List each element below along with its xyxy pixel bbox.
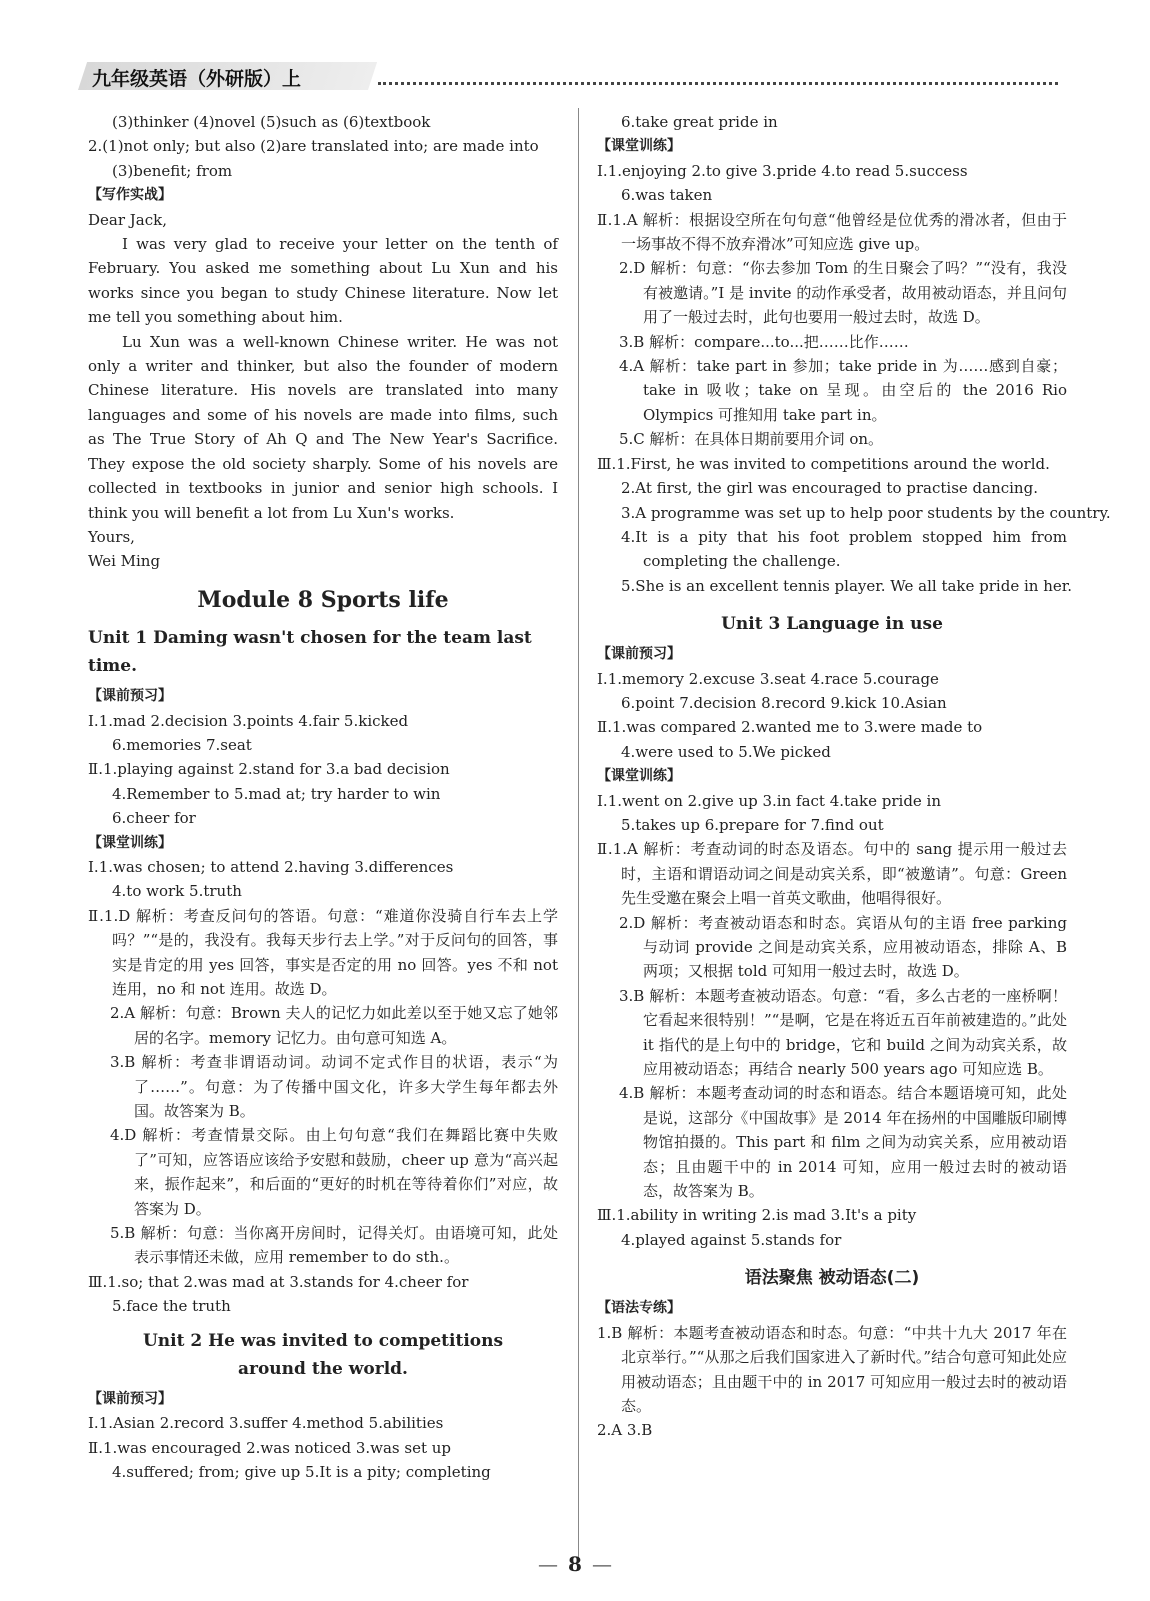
answer-line: Ⅲ.1.so; that 2.was mad at 3.stands for 4.cheer for: [88, 1272, 469, 1291]
answer-line: 5.face the truth: [112, 1297, 231, 1316]
answer-line: Ⅲ.1.First, he was invited to competitions around the world.: [597, 454, 1050, 473]
explanation: 4.A 解析：take part in 参加；take pride in 为……感到自豪；take in 吸收；take on 呈现。由空后的 the 2016 Rio Olympics 可推知用 take part in。: [619, 357, 1067, 424]
answer-line: 6.take great pride in: [621, 113, 778, 131]
explanation: 5.B 解析：句意：当你离开房间时，记得关灯。由语境可知，此处表示事情还未做，应用 remember to do sth.。: [110, 1224, 558, 1267]
page-number: [0, 1552, 1150, 1576]
left-column: [88, 110, 558, 1484]
answer-line: Ⅰ.1.Asian 2.record 3.suffer 4.method 5.abilities: [88, 1414, 444, 1433]
page-number-value: 8: [568, 1552, 582, 1576]
explanation: 3.B 解析：compare...to...把……比作……: [619, 332, 909, 351]
answer-line: (3)benefit; from: [112, 161, 233, 180]
section-label-preview: 【课前预习】: [597, 646, 681, 663]
unit-title: Unit 1 Daming wasn't chosen for the team last time.: [88, 628, 532, 677]
answer-line: 4.Remember to 5.mad at; try harder to win: [112, 784, 441, 803]
letter-salutation: Dear Jack,: [88, 210, 167, 229]
section-label-preview: 【课前预习】: [88, 688, 172, 705]
answer-line: Ⅱ.1.playing against 2.stand for 3.a bad decision: [88, 760, 450, 779]
answer-line: 2.A 3.B: [597, 1421, 653, 1440]
sample-letter: [88, 208, 558, 574]
answer-line: 5.takes up 6.prepare for 7.find out: [621, 815, 884, 834]
explanation: Ⅱ.1.D 解析：考查反问句的答语。句意：“难道你没骑自行车去上学吗？”“是的，我没有。我每天步行去上学。”对于反问句的回答，事实是肯定的用 yes 回答，事实是否定的用 no 回答。yes 不和 not 连用，no 和 not 连用。故选 D。: [88, 906, 558, 998]
letter-closing: Yours,: [88, 527, 135, 546]
section-label-class: 【课堂训练】: [597, 138, 681, 155]
answer-line: 3.A programme was set up to help poor students by the country.: [621, 503, 1111, 522]
section-label-grammar: 【语法专练】: [597, 1300, 681, 1317]
answer-line: 4.It is a pity that his foot problem stopped him from completing the challenge.: [621, 527, 1067, 571]
answer-line: Ⅰ.1.mad 2.decision 3.points 4.fair 5.kicked: [88, 711, 409, 730]
page-header: [78, 62, 1058, 90]
section-label-writing: 【写作实战】: [88, 187, 172, 204]
page-number-dash: —: [591, 1552, 612, 1576]
section-label-class: 【课堂训练】: [88, 834, 172, 851]
grammar-title: 语法聚焦 被动语态(二): [744, 1268, 920, 1289]
answer-line: Ⅲ.1.ability in writing 2.is mad 3.It's a pity: [597, 1206, 917, 1225]
explanation: 2.D 解析：考查被动语态和时态。宾语从句的主语 free parking 与动词 provide 之间是动宾关系，应用被动语态，排除 A、B 两项；又根据 told 可知用一般过去时，故选 D。: [619, 913, 1067, 981]
explanation: 1.B 解析：本题考查被动语态和时态。句意：“中共十九大 2017 年在北京举行。”“从那之后我们国家进入了新时代。”结合句意可知此处应用被动语态；且由题干中的 in 2017 可知应用一般过去时的被动语态。: [597, 1323, 1067, 1415]
answer-line: 4.to work 5.truth: [112, 882, 242, 901]
answer-line: 5.She is an excellent tennis player. We all take pride in her.: [621, 576, 1073, 595]
answer-line: 6.cheer for: [112, 809, 196, 828]
explanation: 2.A 解析：句意：Brown 夫人的记忆力如此差以至于她又忘了她邻居的名字。memory 记忆力。由句意可知选 A。: [110, 1004, 558, 1047]
explanation: Ⅱ.1.A 解析：根据设空所在句句意“他曾经是位优秀的滑冰者，但由于一场事故不得不放弃滑冰”可知应选 give up。: [597, 210, 1067, 254]
explanation: 2.D 解析：句意：“你去参加 Tom 的生日聚会了吗？”“没有，我没有被邀请。”I 是 invite 的动作承受者，故用被动语态，并且问句用了一般过去时，此句也要用一般过去时，故选 D。: [619, 259, 1067, 327]
explanation: 4.D 解析：考查情景交际。由上句句意“我们在舞蹈比赛中失败了”可知，应答语应该给予安慰和鼓励，cheer up 意为“高兴起来，振作起来”，和后面的“更好的时机在等待着你们”对应，故答案为 D。: [110, 1126, 558, 1218]
header-title: 九年级英语（外研版）上: [92, 68, 302, 90]
answer-line: 6.point 7.decision 8.record 9.kick 10.Asian: [621, 693, 947, 712]
letter-signature: Wei Ming: [88, 552, 161, 571]
column-divider: [578, 108, 579, 1558]
page-number-dash: —: [538, 1552, 559, 1576]
answer-line: Ⅱ.1.was encouraged 2.was noticed 3.was set up: [88, 1438, 452, 1457]
section-label-preview: 【课前预习】: [88, 1390, 172, 1407]
unit-title: around the world.: [238, 1358, 408, 1379]
answer-line: 4.were used to 5.We picked: [621, 742, 831, 761]
header-dotted-rule: [378, 82, 1058, 85]
answer-line: 4.played against 5.stands for: [621, 1230, 842, 1249]
explanation: Ⅱ.1.A 解析：考查动词的时态及语态。句中的 sang 提示用一般过去时，主语和谓语动词之间是动宾关系，即“被邀请”。句意：Green 先生受邀在聚会上唱一首英文歌曲，他唱得很好。: [597, 840, 1067, 908]
explanation: 5.C 解析：在具体日期前要用介词 on。: [619, 430, 884, 449]
letter-paragraph: I was very glad to receive your letter on the tenth of February. You asked me something about Lu Xun and his works since you began to study Chinese literature. Now let me tell you something about him.: [88, 235, 558, 327]
letter-paragraph: Lu Xun was a well-known Chinese writer. He was not only a writer and thinker, but also the founder of modern Chinese literature. His novels are translated into many languages and some of his novels are made into films, such as The True Story of Ah Q and The New Year's Sacrifice. They expose the old society sharply. Some of his novels are collected in textbooks in junior and senior high schools. I think you will benefit a lot from Lu Xun's works.: [88, 332, 558, 522]
answer-line: 6.was taken: [621, 186, 713, 205]
answer-line: 2.(1)not only; but also (2)are translated into; are made into: [88, 137, 539, 156]
explanation: 3.B 解析：考查非谓语动词。动词不定式作目的状语，表示“为了……”。句意：为了传播中国文化，许多大学生每年都去外国。故答案为 B。: [110, 1053, 558, 1121]
unit-title: Unit 2 He was invited to competitions: [142, 1330, 504, 1351]
section-label-class: 【课堂训练】: [597, 768, 681, 785]
unit-title: Unit 3 Language in use: [721, 614, 943, 635]
right-column: [597, 110, 1111, 1443]
answer-line: 2.At first, the girl was encouraged to practise dancing.: [621, 479, 1038, 498]
answer-line: Ⅰ.1.enjoying 2.to give 3.pride 4.to read 5.success: [597, 161, 968, 180]
answer-line: 4.suffered; from; give up 5.It is a pity; completing: [112, 1462, 491, 1481]
answer-line: (3)thinker (4)novel (5)such as (6)textbook: [112, 113, 431, 131]
answer-line: Ⅰ.1.memory 2.excuse 3.seat 4.race 5.courage: [597, 669, 939, 688]
explanation: 4.B 解析：本题考查动词的时态和语态。结合本题语境可知，此处是说，这部分《中国故事》是 2014 年在扬州的中国雕版印刷博物馆拍摄的。This part 和 film 之间为动宾关系，应用被动语态；且由题干中的 in 2014 可知，应用一般过去时的被动语态，故答案为 B。: [619, 1084, 1067, 1201]
module-title: Module 8 Sports life: [197, 586, 449, 613]
answer-line: 6.memories 7.seat: [112, 735, 252, 754]
answer-line: Ⅰ.1.went on 2.give up 3.in fact 4.take pride in: [597, 791, 942, 810]
answer-line: Ⅱ.1.was compared 2.wanted me to 3.were made to: [597, 718, 983, 737]
answer-line: Ⅰ.1.was chosen; to attend 2.having 3.differences: [88, 857, 454, 876]
explanation: 3.B 解析：本题考查被动语态。句意：“看，多么古老的一座桥啊！它看起来很特别！”“是啊，它是在将近五百年前被建造的。”此处 it 指代的是上句中的 bridge，它和 build 之间为动宾关系，故应用被动语态；再结合 nearly 500 years ago 可知应选 B。: [619, 986, 1067, 1079]
